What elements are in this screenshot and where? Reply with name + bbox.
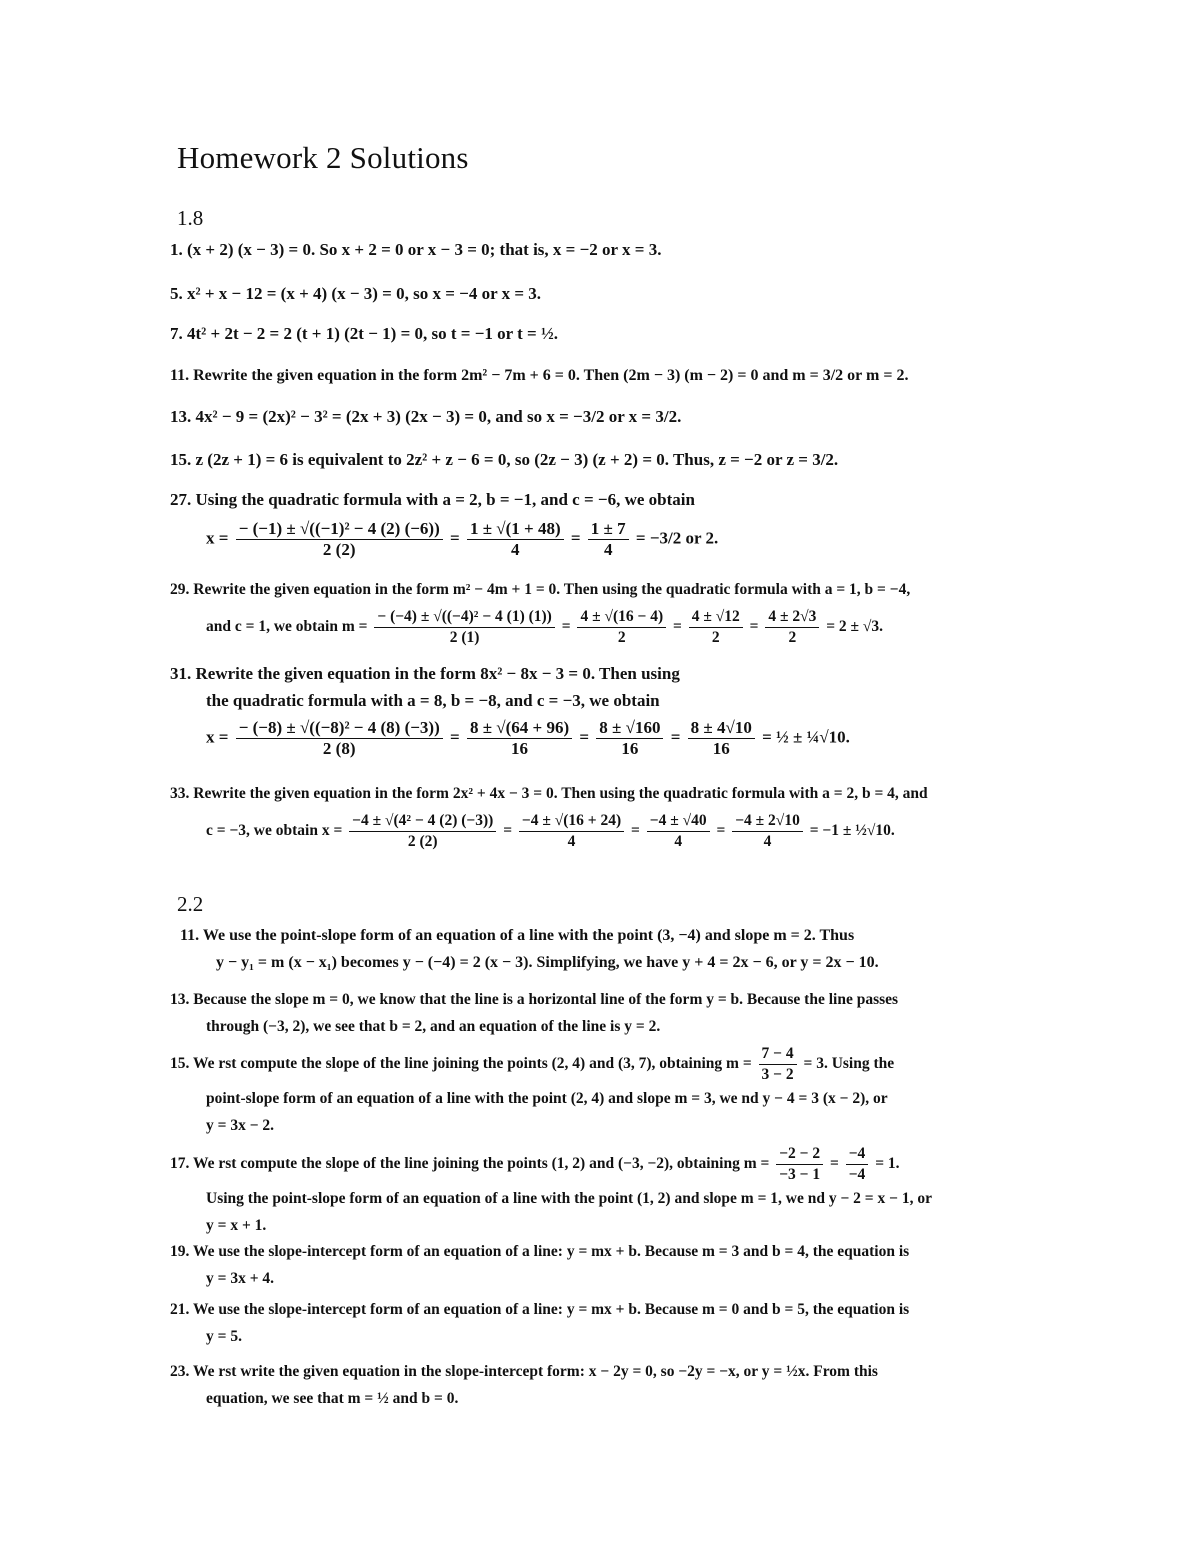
problem-number: 11. — [180, 927, 200, 944]
numerator: − (−8) ± √((−8)² − 4 (8) (−3)) — [236, 718, 443, 739]
denominator: 16 — [712, 739, 730, 758]
denominator: 4 — [674, 833, 683, 850]
problem-number: 23. — [170, 1363, 190, 1380]
problem-number: 13. — [170, 407, 192, 426]
problem-text: Rewrite the given equation in the form 2x² + 4x − 3 = 0. Then using the quadratic formula with a = 2, b = 4, and — [193, 785, 928, 802]
denominator: 2 (2) — [322, 540, 356, 559]
fraction — [349, 811, 496, 852]
fraction — [765, 607, 819, 648]
problem-text: We use the slope-intercept form of an equation of a line: y = mx + b. Because m = 0 and b = 5, the equation is — [192, 1301, 910, 1318]
problem-27 — [170, 486, 1030, 560]
equation: x = $\frac{\text{− (−8) ± √((−8)² − 4 (8) (−3))}}{2 (8)}$ = $\frac{8 \pm √(64 + 96)}{16}$ = $\frac{8 \pm √160}{16}$ = $\frac{8 \pm 4√10}{16}$ = ½ ± ¼√10. — [206, 718, 850, 758]
problem-text: Because the slope m = 0, we know that the line is a horizontal line of the form y = b. Because the line passes — [193, 991, 899, 1008]
problem-33 — [170, 780, 1030, 852]
problem-number: 5. — [170, 284, 183, 303]
problem-text: x² + x − 12 = (x + 4) (x − 3) = 0, so x = −4 or x = 3. — [187, 284, 542, 303]
problem-number: 19. — [170, 1243, 190, 1260]
equation-lead: and c = 1, we obtain m = — [206, 618, 368, 636]
equation-tail: = 2 ± √3. — [826, 618, 884, 636]
problem-number: 27. — [170, 490, 192, 509]
equation-lead: x = — [206, 727, 229, 747]
denominator: 2 (1) — [449, 629, 480, 646]
problem-number: 33. — [170, 785, 190, 802]
problem-text-continued: through (−3, 2), we see that b = 2, and an equation of the line is y = 2. — [206, 1018, 661, 1035]
problem-text: We use the point-slope form of an equation of a line with the point (3, −4) and slope m = 2. Thus — [202, 927, 855, 944]
denominator: 2 — [617, 629, 626, 646]
problem-number: 29. — [170, 581, 190, 598]
problem-text: Using the quadratic formula with a = 2, b = −1, and c = −6, we obtain — [195, 490, 695, 509]
problem-text-continued: y = 3x − 2. — [206, 1117, 275, 1134]
equation: x = $\frac{\text{− (−1) ± √((−1)² − 4 (2) (−6))}}{2 (2)}$ = $\frac{1 \pm √(1 + 48)}{4}$ = $\frac{1 \pm 7}{4}$ = −3/2 or 2. — [206, 519, 719, 559]
denominator: 4 — [763, 833, 772, 850]
problem-text: Rewrite the given equation in the form m² − 4m + 1 = 0. Then using the quadratic formula with a = 1, b = −4, — [193, 581, 911, 598]
numerator: 1 ± √(1 + 48) — [467, 519, 564, 540]
fraction — [577, 607, 666, 648]
denominator: 2 (2) — [407, 833, 438, 850]
problem-number: 7. — [170, 324, 183, 343]
equation: c = −3, we obtain x = $\frac{\text{−4 ± √(4² − 4 (2) (−3))}}{2 (2)}$ = $\frac{-4 \pm √(16 + 24)}{4}$ = $\frac{-4 \pm √40}{4}$ = $\frac{-4 \pm 2√10}{4}$ = −1 ± ½√10. — [206, 812, 895, 850]
denominator: 2 — [788, 629, 797, 646]
problem-2-2-23 — [170, 1358, 1030, 1412]
section-heading-2-2: 2.2 — [177, 892, 204, 916]
fraction — [467, 519, 564, 560]
numerator: 4 ± √(16 − 4) — [577, 607, 666, 628]
fraction — [732, 811, 803, 852]
problem-text: z (2z + 1) = 6 is equivalent to 2z² + z − 6 = 0, so (2z − 3) (z + 2) = 0. Thus, z = −2 or z = 3/2. — [195, 450, 839, 469]
numerator: 7 − 4 — [759, 1044, 797, 1065]
fraction — [776, 1144, 823, 1185]
problem-number: 21. — [170, 1301, 190, 1318]
numerator: 1 ± 7 — [588, 519, 629, 540]
denominator: 2 — [711, 629, 720, 646]
problem-13 — [170, 403, 1030, 430]
problem-number: 15. — [170, 1055, 190, 1073]
problem-2-2-17: 17. We rst compute the slope of the line joining the points (1, 2) and (−3, −2), obtaining m = $\frac{-2 - 2}{-3 - 1}$ = $\frac{-4}{-4}$ = 1. Using the point-slope form of an equation of a line with the point (1, 2) and slope m = 1, we nd y − 2 = x − 1, or y = x + 1. — [170, 1144, 1030, 1239]
denominator: −4 — [848, 1166, 866, 1183]
numerator: 8 ± √160 — [596, 718, 663, 739]
numerator: −2 − 2 — [776, 1144, 823, 1165]
equation-tail: = −3/2 or 2. — [635, 528, 719, 548]
denominator: −3 − 1 — [779, 1166, 821, 1183]
problem-text-continued: y − y₁ = m (x − x₁) becomes y − (−4) = 2 (x − 3). Simplifying, we have y + 4 = 2x − 6, or y = 2x − 10. — [216, 954, 879, 971]
problem-2-2-21 — [170, 1296, 1030, 1350]
numerator: −4 ± √(16 + 24) — [519, 811, 624, 832]
equation-tail: = ½ ± ¼√10. — [762, 727, 850, 747]
problem-text: We use the slope-intercept form of an equation of a line: y = mx + b. Because m = 3 and b = 4, the equation is — [192, 1243, 910, 1260]
problem-text: 4t² + 2t − 2 = 2 (t + 1) (2t − 1) = 0, so t = −1 or t = ½. — [187, 324, 558, 343]
numerator: 4 ± 2√3 — [765, 607, 819, 628]
problem-text-continued: point-slope form of an equation of a line with the point (2, 4) and slope m = 3, we nd y − 4 = 3 (x − 2), or — [206, 1090, 888, 1107]
problem-2-2-15 — [170, 1044, 1030, 1139]
problem-text-continued: the quadratic formula with a = 8, b = −8, and c = −3, we obtain — [206, 691, 660, 710]
problem-text-continued: equation, we see that m = ½ and b = 0. — [206, 1390, 459, 1407]
denominator: 2 (8) — [322, 739, 356, 758]
fraction — [236, 718, 443, 759]
problem-text-continued: Using the point-slope form of an equation of a line with the point (1, 2) and slope m = 1, we nd y − 2 = x − 1, or — [206, 1190, 932, 1207]
problem-number: 11. — [170, 367, 190, 384]
problem-2-2-19 — [170, 1238, 1030, 1292]
fraction — [846, 1144, 869, 1185]
problem-text: We rst compute the slope of the line joining the points (1, 2) and (−3, −2), obtaining m = — [192, 1155, 770, 1173]
fraction — [236, 519, 443, 560]
equation-lead: x = — [206, 528, 229, 548]
numerator: −4 — [846, 1144, 869, 1165]
numerator: 8 ± √(64 + 96) — [467, 718, 572, 739]
problem-number: 1. — [170, 240, 183, 259]
problem-31 — [170, 660, 1030, 759]
fraction — [688, 718, 755, 759]
problem-text-continued: y = 3x + 4. — [206, 1270, 275, 1287]
problem-1 — [170, 236, 1030, 263]
numerator: − (−4) ± √((−4)² − 4 (1) (1)) — [374, 607, 554, 628]
fraction — [519, 811, 624, 852]
problem-text-continued: y = 5. — [206, 1328, 242, 1345]
equation-tail: = −1 ± ½√10. — [809, 822, 895, 840]
problem-29 — [170, 576, 1030, 648]
problem-text: We rst compute the slope of the line joining the points (2, 4) and (3, 7), obtaining m = — [192, 1055, 752, 1073]
problem-number: 17. — [170, 1155, 190, 1173]
equation: and c = 1, we obtain m = $\frac{\text{− (−4) ± √((−4)² − 4 (1) (1))}}{2 (1)}$ = $\frac{4 \pm √(16 - 4)}{2}$ = $\frac{4 \pm √12}{2}$ = $\frac{4 \pm 2√3}{2}$ = 2 ± √3. — [206, 608, 884, 646]
fraction — [467, 718, 572, 759]
page-title: Homework 2 Solutions — [177, 140, 469, 175]
problem-5 — [170, 280, 1030, 307]
denominator: 16 — [511, 739, 529, 758]
denominator: 4 — [603, 540, 613, 559]
problem-text-tail: = 1. — [875, 1155, 900, 1173]
denominator: 4 — [511, 540, 520, 559]
fraction — [374, 607, 554, 648]
fraction — [647, 811, 710, 852]
problem-text: We rst write the given equation in the slope-intercept form: x − 2y = 0, so −2y = −x, or y = ½x. From this — [192, 1363, 878, 1380]
denominator: 16 — [621, 739, 639, 758]
numerator: 8 ± 4√10 — [688, 718, 755, 739]
problem-text: 4x² − 9 = (2x)² − 3² = (2x + 3) (2x − 3) = 0, and so x = −3/2 or x = 3/2. — [195, 407, 682, 426]
fraction — [759, 1044, 797, 1085]
problem-text: (x + 2) (x − 3) = 0. So x + 2 = 0 or x − 3 = 0; that is, x = −2 or x = 3. — [187, 240, 662, 259]
problem-2-2-13 — [170, 986, 1030, 1040]
fraction — [588, 519, 629, 560]
problem-text: Rewrite the given equation in the form 8x² − 8x − 3 = 0. Then using — [195, 664, 680, 683]
problem-text-continued: y = x + 1. — [206, 1217, 267, 1234]
numerator: 4 ± √12 — [689, 607, 743, 628]
problem-number: 31. — [170, 664, 192, 683]
problem-text: Rewrite the given equation in the form 2m² − 7m + 6 = 0. Then (2m − 3) (m − 2) = 0 and m = 3/2 or m = 2. — [193, 367, 909, 384]
problem-number: 13. — [170, 991, 190, 1008]
numerator: −4 ± √(4² − 4 (2) (−3)) — [349, 811, 496, 832]
problem-11 — [170, 362, 1030, 389]
problem-number: 15. — [170, 450, 192, 469]
numerator: − (−1) ± √((−1)² − 4 (2) (−6)) — [236, 519, 443, 540]
fraction — [689, 607, 743, 648]
fraction — [596, 718, 663, 759]
problem-7 — [170, 320, 1030, 347]
denominator: 4 — [567, 833, 576, 850]
denominator: 3 − 2 — [761, 1066, 794, 1083]
problem-15 — [170, 446, 1030, 473]
section-heading-1-8: 1.8 — [177, 206, 204, 230]
problem-2-2-11 — [180, 922, 1040, 976]
numerator: −4 ± 2√10 — [732, 811, 803, 832]
equation-lead: c = −3, we obtain x = — [206, 822, 343, 840]
problem-text-tail: = 3. Using the — [803, 1055, 895, 1073]
numerator: −4 ± √40 — [647, 811, 710, 832]
